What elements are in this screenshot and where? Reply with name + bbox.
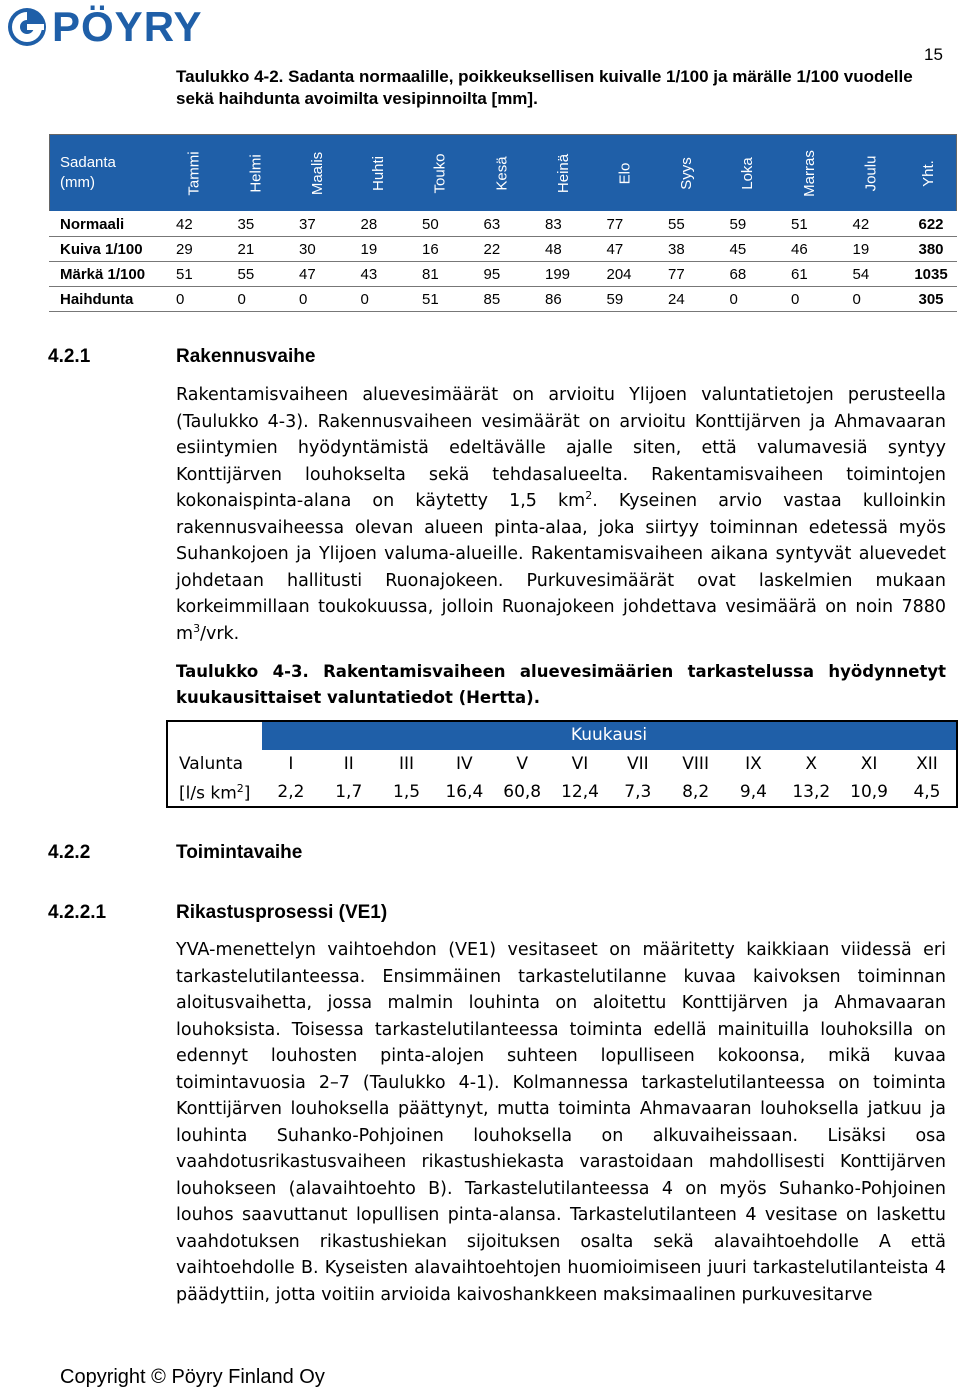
table-cell: 28 [348,212,410,237]
table-cell: 47 [287,262,349,287]
table-cell: 51 [410,287,472,312]
month-header [779,135,841,212]
superscript: 2 [585,489,593,503]
table-cell: 0 [164,287,226,312]
table-header-row [50,135,957,212]
month-header [656,135,718,212]
table-cell: 199 [533,262,595,287]
month-label: Tammi [185,150,203,196]
month-label: Elo [616,162,634,184]
month-label: Loka [739,156,757,190]
value-cell: 10,9 [840,778,898,807]
footer-copyright: Copyright © Pöyry Finland Oy [60,1366,325,1388]
month-row [166,750,956,778]
month-cell: XII [916,754,938,774]
month-label: Huhti [370,155,388,191]
month-label: Helmi [247,153,265,193]
unit-text: ] [243,783,251,804]
empty-cell [166,720,262,750]
row-label: Valunta [179,754,244,774]
caption-line: kuukausittaiset valuntatiedot (Hertta). [176,688,540,707]
row-label: Haihdunta [50,287,164,312]
month-header [287,135,349,212]
month-cell: I [288,754,294,774]
value-cell: 9,4 [725,778,783,807]
superscript: 3 [193,621,201,635]
superscript: 2 [236,781,244,795]
table-header-row [166,720,956,750]
value-cell: 4,5 [898,778,956,807]
value-cell: 12,4 [551,778,609,807]
month-cell: X [805,754,818,774]
total-cell: 380 [902,237,957,262]
table-42-caption [176,66,913,110]
table-cell: 55 [656,212,718,237]
table-cell: 204 [594,262,656,287]
table-cell: 54 [840,262,902,287]
month-label: Joulu [862,155,880,191]
corner-header [50,135,164,212]
month-cell: V [516,754,528,774]
table-cell: 42 [164,212,226,237]
month-header [471,135,533,212]
month-cell: IX [745,754,762,774]
table-cell: 86 [533,287,595,312]
section-number: 4.2.2 [48,842,91,863]
table-cell: 95 [471,262,533,287]
table-cell: 19 [840,237,902,262]
table-cell: 0 [840,287,902,312]
table-cell: 47 [594,237,656,262]
section-title: Toimintavaihe [176,842,303,863]
table-cell: 0 [225,287,287,312]
table-cell: 83 [533,212,595,237]
body-paragraph [176,382,946,647]
month-cell: VIII [682,754,709,774]
month-cell: VI [571,754,589,774]
section-number: 4.2.1 [48,346,91,367]
month-cell: III [399,754,415,774]
month-cell: II [343,754,354,774]
total-cell: 305 [902,287,957,312]
month-header [348,135,410,212]
month-header [164,135,226,212]
month-label: Maalis [308,151,326,195]
company-logo [6,3,203,50]
table-cell: 61 [779,262,841,287]
table-cell: 16 [410,237,472,262]
table-row [50,237,957,262]
table-cell: 30 [287,237,349,262]
corner-line: Sadanta [60,154,116,171]
month-header [410,135,472,212]
paragraph-text: Rakentamisvaiheen aluevesimäärät on arvioitu Ylijoen valuntatietojen perusteella (Taulukko 4-3). Rakennusvaiheen vesimäärät on arvioitu Konttijärven ja Ahmavaaran esiintymien hyödyntämistä edeltävälle ajalle siten, että valumavesiä syntyy Konttijärven louhokselta sekä tehdasalueelta. Rakentamisvaiheen toimintojen kokonaispinta-alana on käytetty 1,5 km [176,385,946,511]
table-cell: 46 [779,237,841,262]
month-cell: IV [456,754,473,774]
table-cell: 0 [287,287,349,312]
table-cell: 50 [410,212,472,237]
total-header [902,135,957,212]
value-cell: 13,2 [782,778,840,807]
table-cell: 38 [656,237,718,262]
table-cell: 51 [779,212,841,237]
table-cell: 0 [779,287,841,312]
row-label: Normaali [50,212,164,237]
month-header [594,135,656,212]
paragraph-text: . Kyseinen arvio vastaa kulloinkin rakennusvaiheessa olevan alueen pinta-alaa, joka siirtyy toiminnan edetessä myös Suhankojoen ja Ylijoen valuma-alueille. Rakentamisvaiheen aikana syntyvät aluevedet johdetaan hallitusti Ruonajokeen. Purkuvesimäärät ovat laskelmien mukaan korkeimmillaan toukokuussa, jolloin Ruonajokeen johdettava vesimäärä on noin 7880 m [176,491,946,644]
table-cell: 81 [410,262,472,287]
table-cell: 77 [656,262,718,287]
table-cell: 43 [348,262,410,287]
table-cell: 59 [717,212,779,237]
table-cell: 45 [717,237,779,262]
table-cell: 29 [164,237,226,262]
table-cell: 55 [225,262,287,287]
table-cell: 85 [471,287,533,312]
table-cell: 68 [717,262,779,287]
month-header [533,135,595,212]
table-cell: 35 [225,212,287,237]
total-label: Yht. [920,159,938,187]
table-43-caption [176,659,946,711]
table-cell: 24 [656,287,718,312]
value-cell: 8,2 [667,778,725,807]
table-cell: 51 [164,262,226,287]
row-label [166,778,262,807]
value-cell: 1,7 [320,778,378,807]
value-cell: 16,4 [435,778,493,807]
brand-name: PÖYRY [52,3,203,50]
total-cell: 1035 [902,262,957,287]
section-title: Rikastusprosessi (VE1) [176,902,388,923]
table-cell: 0 [717,287,779,312]
month-label: Heinä [554,153,572,193]
value-cell: 7,3 [609,778,667,807]
value-cell: 2,2 [262,778,320,807]
month-label: Syys [677,156,695,190]
section-number: 4.2.2.1 [48,902,107,923]
value-row [166,778,956,807]
table-row [50,212,957,237]
month-label: Kesä [493,155,511,191]
unit-text: [l/s km [179,783,237,804]
value-cell: 60,8 [493,778,551,807]
month-group-header: Kuukausi [262,720,956,750]
table-cell: 21 [225,237,287,262]
table-cell: 42 [840,212,902,237]
month-cell: VII [626,754,649,774]
month-header [717,135,779,212]
table-cell: 22 [471,237,533,262]
table-cell: 48 [533,237,595,262]
table-cell: 77 [594,212,656,237]
caption-line: sekä haihdunta avoimilta vesipinnoilta [mm]. [176,89,538,108]
month-label: Marras [800,149,818,197]
caption-line: Taulukko 4-3. Rakentamisvaiheen aluevesimäärien tarkastelussa hyödynnetyt [176,662,946,681]
month-header [225,135,287,212]
section-title: Rakennusvaihe [176,346,316,367]
body-paragraph: YVA-menettelyn vaihtoehdon (VE1) vesitaseet on määritetty kaikkiaan viidessä eri tarkastelutilanteessa. Ensimmäinen tarkastelutilanne kuvaa kaivoksen toiminnan aloitusvaihetta, jossa malmin louhinta on aloitettu Konttijärven ja Ahmavaaran louhoksista. Toisessa tarkastelutilanteessa toiminta edellä mainituilla louhoksilla on edennyt louhosten pinta-alojen suhteen lopulliseen kokoonsa, mikä kuvaa toimintavuosia 2–7 (Taulukko 4-1). Kolmannessa tarkastelutilanteessa on toiminta Konttijärven louhoksella päättynyt, mutta toiminta Ahmavaaran louhoksella jatkuu ja louhinta Suhanko-Pohjoinen louhoksella on alkuvaiheissaan. Lisäksi osa vaahdotusrikastusvaiheen rikastushiekasta varastoidaan mahdollisesti Konttijärven louhokseen (alavaihtoehto B). Tarkastelutilanteessa 4 on myös Suhanko-Pohjoinen louhos saavuttanut lopullisen pinta-alansa. Tarkastelutilanteen 4 vesitase on laskettu vaahdotuksen rikastushiekan sijoituksen osalta sekä alavaihtoehdolle A että vaihtoehdolle B. Kyseisten alavaihtoehtojen huomioimiseen juuri tarkastelutilanteista 4 päädyttiin, jotta voitiin arvioida kaivoshankkeen maksimaalinen purkuvesitarve [176,940,946,1305]
table-cell: 59 [594,287,656,312]
total-cell: 622 [902,212,957,237]
runoff-table [166,720,956,808]
table-cell: 63 [471,212,533,237]
poyry-logo-icon [6,6,48,48]
table-row [50,287,957,312]
row-label: Kuiva 1/100 [50,237,164,262]
paragraph-text: /vrk. [200,623,240,644]
table-cell: 0 [348,287,410,312]
precipitation-table [49,134,957,312]
table-cell: 19 [348,237,410,262]
month-cell: XI [860,754,878,774]
value-cell: 1,5 [378,778,436,807]
table-row [50,262,957,287]
month-label: Touko [431,152,449,194]
month-header [840,135,902,212]
page-number: 15 [924,45,943,64]
caption-line: Taulukko 4-2. Sadanta normaalille, poikkeuksellisen kuivalle 1/100 ja märälle 1/100 vuodelle [176,67,913,86]
table-cell: 37 [287,212,349,237]
row-label: Märkä 1/100 [50,262,164,287]
corner-line: (mm) [60,174,95,191]
